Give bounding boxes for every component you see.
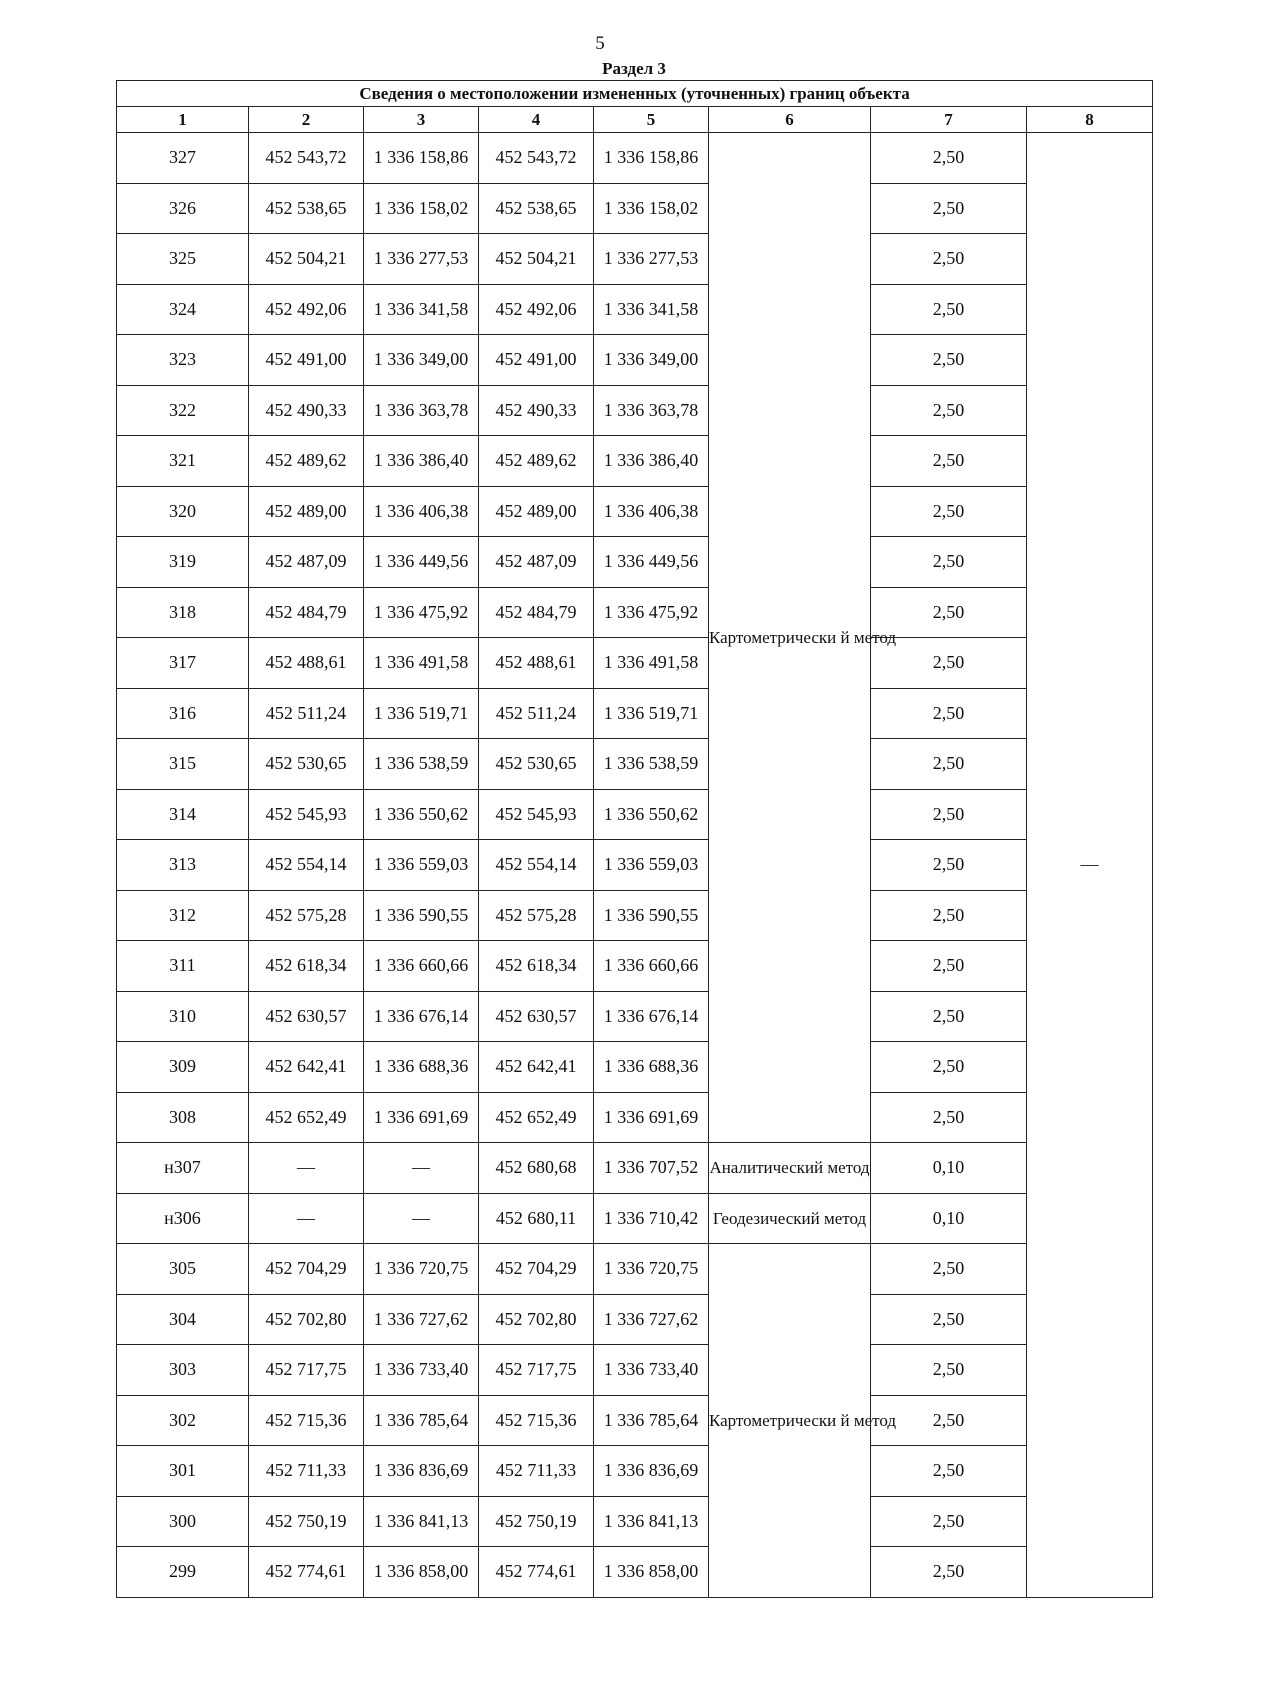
x-old-cell: 452 491,00 (249, 335, 364, 386)
x-old-cell: 452 630,57 (249, 991, 364, 1042)
y-new-cell: 1 336 158,02 (594, 183, 709, 234)
table-row (117, 133, 1153, 184)
section-title: Раздел 3 (602, 59, 666, 78)
accuracy-cell: 2,50 (871, 840, 1027, 891)
table-row (117, 1446, 1153, 1497)
x-old-cell: 452 489,62 (249, 436, 364, 487)
x-old-cell: — (249, 1143, 364, 1194)
y-new-cell: 1 336 691,69 (594, 1092, 709, 1143)
point-id-cell: 322 (117, 385, 249, 436)
accuracy-cell: 2,50 (871, 1092, 1027, 1143)
table-row (117, 183, 1153, 234)
table-row (117, 1143, 1153, 1194)
accuracy-cell: 2,50 (871, 335, 1027, 386)
table-row (117, 385, 1153, 436)
x-new-cell: 452 511,24 (479, 688, 594, 739)
y-old-cell: 1 336 158,02 (364, 183, 479, 234)
accuracy-cell: 2,50 (871, 1496, 1027, 1547)
method-cell: Геодезический метод (709, 1193, 871, 1244)
x-new-cell: 452 484,79 (479, 587, 594, 638)
y-new-cell: 1 336 688,36 (594, 1042, 709, 1093)
y-new-cell: 1 336 158,86 (594, 133, 709, 184)
y-old-cell: 1 336 341,58 (364, 284, 479, 335)
y-new-cell: 1 336 449,56 (594, 537, 709, 588)
y-old-cell: 1 336 559,03 (364, 840, 479, 891)
x-new-cell: 452 488,61 (479, 638, 594, 689)
y-new-cell: 1 336 550,62 (594, 789, 709, 840)
x-old-cell: 452 511,24 (249, 688, 364, 739)
accuracy-cell: 2,50 (871, 739, 1027, 790)
x-old-cell: 452 642,41 (249, 1042, 364, 1093)
accuracy-cell: 2,50 (871, 1547, 1027, 1598)
point-id-cell: 316 (117, 688, 249, 739)
y-old-cell: 1 336 277,53 (364, 234, 479, 285)
column-header: 2 (249, 107, 364, 133)
y-old-cell: 1 336 519,71 (364, 688, 479, 739)
table-row (117, 688, 1153, 739)
point-id-cell: 319 (117, 537, 249, 588)
x-new-cell: 452 492,06 (479, 284, 594, 335)
y-old-cell: 1 336 688,36 (364, 1042, 479, 1093)
table-row (117, 537, 1153, 588)
y-old-cell: 1 336 590,55 (364, 890, 479, 941)
point-id-cell: 299 (117, 1547, 249, 1598)
y-new-cell: 1 336 519,71 (594, 688, 709, 739)
x-new-cell: 452 715,36 (479, 1395, 594, 1446)
y-old-cell: 1 336 449,56 (364, 537, 479, 588)
x-new-cell: 452 487,09 (479, 537, 594, 588)
x-new-cell: 452 504,21 (479, 234, 594, 285)
y-old-cell: 1 336 836,69 (364, 1446, 479, 1497)
x-old-cell: 452 538,65 (249, 183, 364, 234)
y-old-cell: 1 336 785,64 (364, 1395, 479, 1446)
y-old-cell: 1 336 386,40 (364, 436, 479, 487)
point-id-cell: 315 (117, 739, 249, 790)
y-new-cell: 1 336 475,92 (594, 587, 709, 638)
x-old-cell: 452 543,72 (249, 133, 364, 184)
table-row (117, 335, 1153, 386)
accuracy-cell: 2,50 (871, 991, 1027, 1042)
point-id-cell: 320 (117, 486, 249, 537)
accuracy-cell: 2,50 (871, 890, 1027, 941)
accuracy-cell: 2,50 (871, 638, 1027, 689)
point-id-cell: 303 (117, 1345, 249, 1396)
method-cell: Аналитический метод (709, 1143, 871, 1194)
table-row (117, 1042, 1153, 1093)
x-new-cell: 452 530,65 (479, 739, 594, 790)
point-id-cell: н307 (117, 1143, 249, 1194)
point-id-cell: 310 (117, 991, 249, 1042)
table-row (117, 587, 1153, 638)
y-old-cell: 1 336 727,62 (364, 1294, 479, 1345)
y-new-cell: 1 336 858,00 (594, 1547, 709, 1598)
x-new-cell: 452 680,11 (479, 1193, 594, 1244)
accuracy-cell: 2,50 (871, 1244, 1027, 1295)
column-header: 4 (479, 107, 594, 133)
x-new-cell: 452 618,34 (479, 941, 594, 992)
y-old-cell: 1 336 691,69 (364, 1092, 479, 1143)
x-new-cell: 452 554,14 (479, 840, 594, 891)
y-new-cell: 1 336 660,66 (594, 941, 709, 992)
y-old-cell: 1 336 858,00 (364, 1547, 479, 1598)
accuracy-cell: 2,50 (871, 1395, 1027, 1446)
accuracy-cell: 2,50 (871, 1345, 1027, 1396)
y-old-cell: 1 336 491,58 (364, 638, 479, 689)
col8-cell: — (1027, 133, 1153, 1598)
point-id-cell: 317 (117, 638, 249, 689)
page-number: 5 (595, 33, 605, 54)
x-old-cell: 452 717,75 (249, 1345, 364, 1396)
x-old-cell: 452 618,34 (249, 941, 364, 992)
table-row (117, 941, 1153, 992)
point-id-cell: 321 (117, 436, 249, 487)
point-id-cell: 325 (117, 234, 249, 285)
y-new-cell: 1 336 363,78 (594, 385, 709, 436)
accuracy-cell: 2,50 (871, 436, 1027, 487)
y-new-cell: 1 336 727,62 (594, 1294, 709, 1345)
accuracy-cell: 2,50 (871, 385, 1027, 436)
x-new-cell: 452 489,00 (479, 486, 594, 537)
accuracy-cell: 0,10 (871, 1193, 1027, 1244)
x-new-cell: 452 545,93 (479, 789, 594, 840)
table-row (117, 284, 1153, 335)
y-new-cell: 1 336 710,42 (594, 1193, 709, 1244)
point-id-cell: 326 (117, 183, 249, 234)
table-row (117, 1244, 1153, 1295)
y-new-cell: 1 336 277,53 (594, 234, 709, 285)
y-new-cell: 1 336 676,14 (594, 991, 709, 1042)
point-id-cell: 309 (117, 1042, 249, 1093)
accuracy-cell: 2,50 (871, 1042, 1027, 1093)
point-id-cell: 327 (117, 133, 249, 184)
table-caption: Сведения о местоположении измененных (уточненных) границ объекта (117, 81, 1153, 107)
y-old-cell: — (364, 1193, 479, 1244)
accuracy-cell: 2,50 (871, 1446, 1027, 1497)
x-new-cell: 452 750,19 (479, 1496, 594, 1547)
x-old-cell: 452 715,36 (249, 1395, 364, 1446)
point-id-cell: 304 (117, 1294, 249, 1345)
y-old-cell: 1 336 841,13 (364, 1496, 479, 1547)
accuracy-cell: 2,50 (871, 284, 1027, 335)
accuracy-cell: 2,50 (871, 537, 1027, 588)
accuracy-cell: 2,50 (871, 133, 1027, 184)
column-header: 8 (1027, 107, 1153, 133)
table-row (117, 234, 1153, 285)
x-old-cell: — (249, 1193, 364, 1244)
y-old-cell: 1 336 538,59 (364, 739, 479, 790)
x-old-cell: 452 492,06 (249, 284, 364, 335)
table-row (117, 1395, 1153, 1446)
y-new-cell: 1 336 349,00 (594, 335, 709, 386)
table-row (117, 486, 1153, 537)
x-new-cell: 452 575,28 (479, 890, 594, 941)
table-row (117, 789, 1153, 840)
x-old-cell: 452 487,09 (249, 537, 364, 588)
table-row (117, 840, 1153, 891)
accuracy-cell: 0,10 (871, 1143, 1027, 1194)
x-old-cell: 452 530,65 (249, 739, 364, 790)
x-old-cell: 452 711,33 (249, 1446, 364, 1497)
y-old-cell: 1 336 660,66 (364, 941, 479, 992)
y-new-cell: 1 336 406,38 (594, 486, 709, 537)
y-old-cell: 1 336 550,62 (364, 789, 479, 840)
y-new-cell: 1 336 841,13 (594, 1496, 709, 1547)
y-new-cell: 1 336 386,40 (594, 436, 709, 487)
x-new-cell: 452 642,41 (479, 1042, 594, 1093)
x-old-cell: 452 575,28 (249, 890, 364, 941)
table-row (117, 638, 1153, 689)
x-old-cell: 452 484,79 (249, 587, 364, 638)
x-new-cell: 452 543,72 (479, 133, 594, 184)
point-id-cell: 313 (117, 840, 249, 891)
x-old-cell: 452 490,33 (249, 385, 364, 436)
y-new-cell: 1 336 836,69 (594, 1446, 709, 1497)
table-row (117, 890, 1153, 941)
y-new-cell: 1 336 785,64 (594, 1395, 709, 1446)
table-row (117, 991, 1153, 1042)
table-row (117, 1294, 1153, 1345)
y-new-cell: 1 336 538,59 (594, 739, 709, 790)
y-old-cell: 1 336 349,00 (364, 335, 479, 386)
x-new-cell: 452 490,33 (479, 385, 594, 436)
column-header: 5 (594, 107, 709, 133)
y-old-cell: 1 336 363,78 (364, 385, 479, 436)
point-id-cell: 301 (117, 1446, 249, 1497)
point-id-cell: 314 (117, 789, 249, 840)
x-old-cell: 452 750,19 (249, 1496, 364, 1547)
x-old-cell: 452 488,61 (249, 638, 364, 689)
accuracy-cell: 2,50 (871, 1294, 1027, 1345)
x-old-cell: 452 545,93 (249, 789, 364, 840)
y-old-cell: 1 336 720,75 (364, 1244, 479, 1295)
point-id-cell: 302 (117, 1395, 249, 1446)
y-new-cell: 1 336 491,58 (594, 638, 709, 689)
x-new-cell: 452 711,33 (479, 1446, 594, 1497)
y-new-cell: 1 336 341,58 (594, 284, 709, 335)
x-new-cell: 452 652,49 (479, 1092, 594, 1143)
table-row (117, 739, 1153, 790)
boundary-coordinates-table (116, 80, 1153, 1598)
point-id-cell: 324 (117, 284, 249, 335)
point-id-cell: 305 (117, 1244, 249, 1295)
x-new-cell: 452 704,29 (479, 1244, 594, 1295)
column-header: 1 (117, 107, 249, 133)
column-header: 6 (709, 107, 871, 133)
x-new-cell: 452 489,62 (479, 436, 594, 487)
accuracy-cell: 2,50 (871, 234, 1027, 285)
point-id-cell: 300 (117, 1496, 249, 1547)
x-new-cell: 452 630,57 (479, 991, 594, 1042)
method-cell: Картометрически й метод (709, 1244, 871, 1598)
point-id-cell: 311 (117, 941, 249, 992)
y-old-cell: 1 336 406,38 (364, 486, 479, 537)
x-old-cell: 452 554,14 (249, 840, 364, 891)
y-old-cell: — (364, 1143, 479, 1194)
y-old-cell: 1 336 733,40 (364, 1345, 479, 1396)
y-new-cell: 1 336 559,03 (594, 840, 709, 891)
accuracy-cell: 2,50 (871, 789, 1027, 840)
x-old-cell: 452 504,21 (249, 234, 364, 285)
accuracy-cell: 2,50 (871, 587, 1027, 638)
table-row (117, 1092, 1153, 1143)
table-row (117, 1193, 1153, 1244)
table-row (117, 1345, 1153, 1396)
accuracy-cell: 2,50 (871, 688, 1027, 739)
point-id-cell: 312 (117, 890, 249, 941)
x-old-cell: 452 652,49 (249, 1092, 364, 1143)
column-header: 3 (364, 107, 479, 133)
y-old-cell: 1 336 158,86 (364, 133, 479, 184)
x-new-cell: 452 774,61 (479, 1547, 594, 1598)
x-new-cell: 452 491,00 (479, 335, 594, 386)
x-old-cell: 452 704,29 (249, 1244, 364, 1295)
y-new-cell: 1 336 590,55 (594, 890, 709, 941)
x-old-cell: 452 489,00 (249, 486, 364, 537)
point-id-cell: 323 (117, 335, 249, 386)
y-new-cell: 1 336 733,40 (594, 1345, 709, 1396)
table-row (117, 436, 1153, 487)
y-new-cell: 1 336 720,75 (594, 1244, 709, 1295)
accuracy-cell: 2,50 (871, 941, 1027, 992)
header-row (117, 107, 1153, 133)
y-new-cell: 1 336 707,52 (594, 1143, 709, 1194)
column-header: 7 (871, 107, 1027, 133)
x-new-cell: 452 538,65 (479, 183, 594, 234)
x-new-cell: 452 680,68 (479, 1143, 594, 1194)
x-old-cell: 452 702,80 (249, 1294, 364, 1345)
table-row (117, 1547, 1153, 1598)
method-cell: Картометрически й метод (709, 133, 871, 1143)
x-new-cell: 452 702,80 (479, 1294, 594, 1345)
y-old-cell: 1 336 475,92 (364, 587, 479, 638)
accuracy-cell: 2,50 (871, 486, 1027, 537)
y-old-cell: 1 336 676,14 (364, 991, 479, 1042)
point-id-cell: 318 (117, 587, 249, 638)
point-id-cell: н306 (117, 1193, 249, 1244)
x-old-cell: 452 774,61 (249, 1547, 364, 1598)
x-new-cell: 452 717,75 (479, 1345, 594, 1396)
accuracy-cell: 2,50 (871, 183, 1027, 234)
point-id-cell: 308 (117, 1092, 249, 1143)
table-row (117, 1496, 1153, 1547)
